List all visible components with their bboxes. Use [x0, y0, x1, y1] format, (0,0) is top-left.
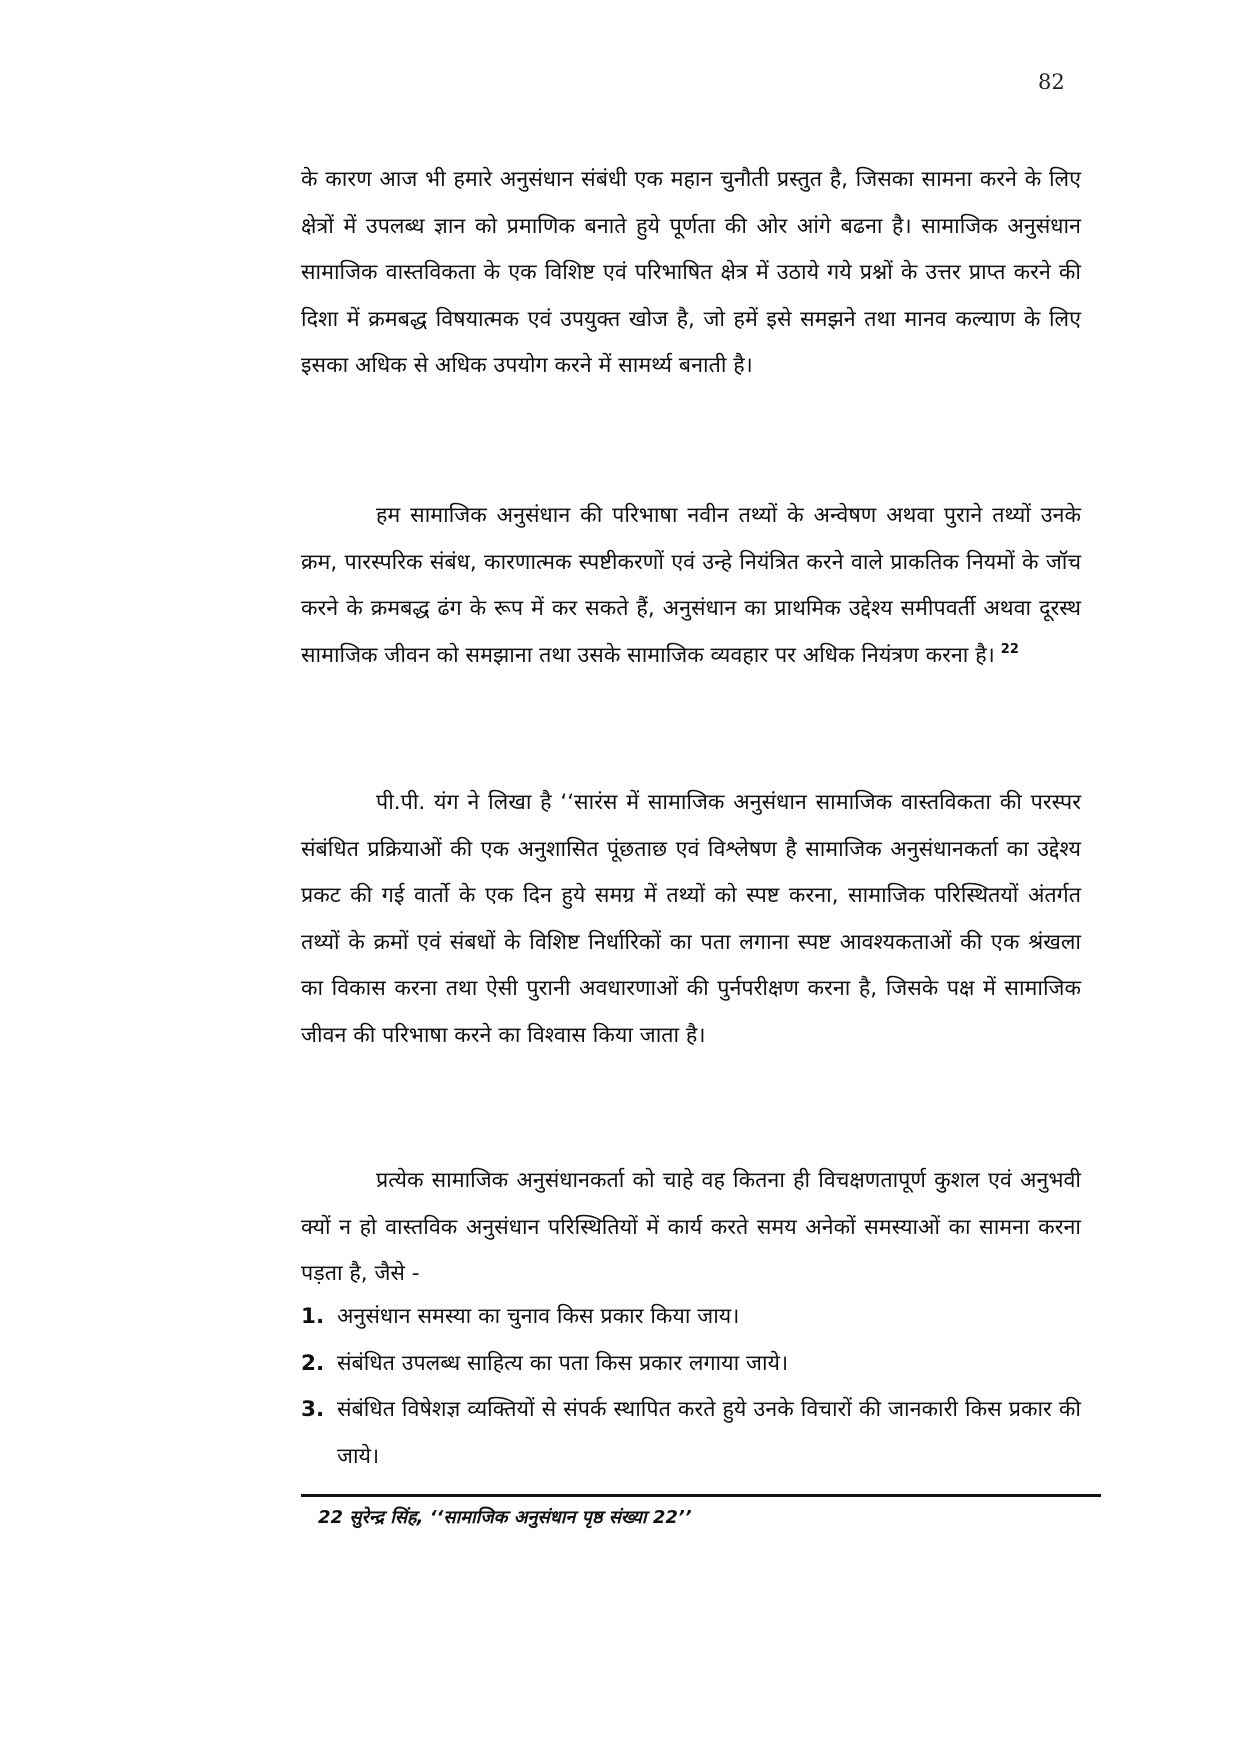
page-number: 82	[1038, 70, 1065, 94]
paragraph-2	[301, 493, 1081, 679]
footnote-divider	[301, 1494, 1101, 1497]
list-item	[301, 1341, 1081, 1388]
paragraph-1: के कारण आज भी हमारे अनुसंधान संबंधी एक महान चुनौती प्रस्तुत है, जिसका सामना करने के लिए क्षेत्रों में उपलब्ध ज्ञान को प्रमाणिक बनाते हुये पूर्णता की ओर आंगे बढना है। सामाजिक अनुसंधान सामाजिक वास्तविकता के एक विशिष्ट एवं परिभाषित क्षेत्र में उठाये गये प्रश्नों के उत्तर प्राप्त करने की दिशा में क्रमबद्ध विषयात्मक एवं उपयुक्त खोज है, जो हमें इसे समझने तथा मानव कल्याण के लिए इसका अधिक से अधिक उपयोग करने में सामर्थ्य बनाती है।	[301, 167, 1081, 378]
paragraph-3: पी.पी. यंग ने लिखा है ‘‘सारंस में सामाजिक अनुसंधान सामाजिक वास्तविकता की परस्पर संबंधित प्रक्रियाओं की एक अनुशासित पूंछताछ एवं विश्लेषण है सामाजिक अनुसंधानकर्ता का उद्देश्य प्रकट की गई वार्तो के एक दिन हुये समग्र में तथ्यों को स्पष्ट करना, सामाजिक परिस्थितयों अंतर्गत तथ्यों के क्रमों एवं संबधों के विशिष्ट निर्धारिकों का पता लगाना स्पष्ट आवश्यकताओं की एक श्रंखला का विकास करना तथा ऐसी पुरानी अवधारणाओं की पुर्नपरीक्षण करना है, जिसके पक्ष में सामाजिक जीवन की परिभाषा करने का विश्वास किया जाता है।	[301, 790, 1081, 1048]
footnote-reference: 22	[1000, 641, 1019, 657]
footnote: 22 सुरेन्द्र सिंह, ‘‘सामाजिक अनुसंधान पृष्ठ संख्या 22’’	[318, 1507, 692, 1528]
list-item-number: 1.	[301, 1304, 325, 1329]
list-item	[301, 1294, 1081, 1341]
problem-list	[301, 1294, 1081, 1480]
list-item-number: 2.	[301, 1350, 325, 1376]
paragraph-2-text: हम सामाजिक अनुसंधान की परिभाषा नवीन तथ्यों के अन्वेषण अथवा पुराने तथ्यों उनके क्रम, पारस्परिक संबंध, कारणात्मक स्पष्टीकरणों एवं उन्हे नियंत्रित करने वाले प्राकतिक नियमों के जॉच करने के क्रमबद्ध ढंग के रूप में कर सकते हैं, अनुसंधान का प्राथमिक उद्देश्य समीपवर्ती अथवा दूरस्थ सामाजिक जीवन को समझाना तथा उसके सामाजिक व्यवहार पर अधिक नियंत्रण करना है।	[301, 503, 1081, 668]
list-item-text: संबंधित विषेशज्ञ व्यक्तियों से संपर्क स्थापित करते हुये उनके विचारों की जानकारी किस प्रकार की जाये।	[337, 1397, 1081, 1469]
list-item-text: संबंधित उपलब्ध साहित्य का पता किस प्रकार लगाया जाये।	[337, 1350, 789, 1376]
list-item-text: अनुसंधान समस्या का चुनाव किस प्रकार किया जाय।	[337, 1304, 740, 1329]
list-item-number: 3.	[301, 1397, 325, 1422]
list-item	[301, 1387, 1081, 1480]
paragraph-4: प्रत्येक सामाजिक अनुसंधानकर्ता को चाहे वह कितना ही विचक्षणतापूर्ण कुशल एवं अनुभवी क्यों न हो वास्तविक अनुसंधान परिस्थितियों में कार्य करते समय अनेकों समस्याओं का सामना करना पड़ता है, जैसे -	[301, 1168, 1081, 1286]
